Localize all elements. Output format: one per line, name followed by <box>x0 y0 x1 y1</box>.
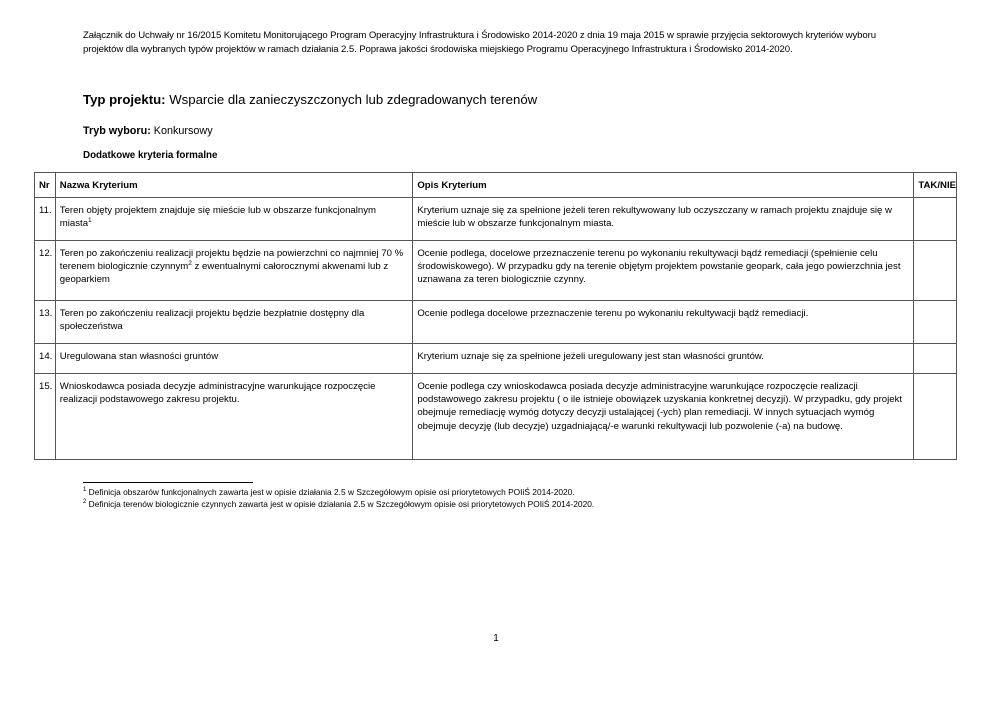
cell-name-text: Teren objęty projektem znajduje się mieście lub w obszarze funkcjonalnym miasta <box>59 205 376 230</box>
selection-mode-value: Konkursowy <box>150 125 213 137</box>
footnote-mark-2: 2 <box>83 499 87 506</box>
table-row <box>35 198 957 241</box>
document-header: Załącznik do Uchwały nr 16/2015 Komitetu Monitorującego Program Operacyjny Infrastruktura i Środowisko 2014-2020 z dnia 19 maja 2015 w sprawie przyjęcia sektorowych kryteriów wyboru projektów dla wybranych typów projektów w ramach działania 2.5. Poprawa jakości środowiska miejskiego Programu Operacyjnego Infrastruktura i Środowisko 2014-2020. <box>83 30 876 56</box>
footnote-ref-2: 2 <box>188 260 192 268</box>
cell-description: Ocenie podlega czy wnioskodawca posiada decyzje administracyjne warunkujące rozpoczęcie realizacji podstawowego zakresu projektu ( o ile istnieje obowiązek uzyskania konkretnej decyzji). W przypadku, gdy projekt obejmuje remediację wymóg dotyczy decyzji ustalającej (-ych) plan remediacji. W innych sytuacjach wymóg obejmuje decyzję (lub decyzje) uzgadniającą/-e warunki rekultywacji lub pozwolenie (-a) na budowę. <box>413 374 914 460</box>
cell-nr: 13. <box>35 301 56 344</box>
table-row <box>35 374 957 460</box>
header-description: Opis Kryterium <box>413 173 914 198</box>
footnote-text-2: Definicja terenów biologicznie czynnych zawarta jest w opisie działania 2.5 w Szczegółowym opisie osi priorytetowych POIiŚ 2014-2020. <box>86 499 595 509</box>
cell-yes-no <box>914 241 957 301</box>
footnote-1 <box>83 486 883 498</box>
footnote-mark-1: 1 <box>83 487 87 494</box>
cell-yes-no <box>914 198 957 241</box>
section-subtitle: Dodatkowe kryteria formalne <box>83 150 218 161</box>
project-type-value: Wsparcie dla zanieczyszczonych lub zdegradowanych terenów <box>165 92 538 107</box>
header-nr: Nr <box>35 173 56 198</box>
cell-nr: 14. <box>35 344 56 374</box>
footnotes <box>83 486 883 510</box>
table-row <box>35 301 957 344</box>
footnote-2 <box>83 498 883 510</box>
cell-name <box>55 198 413 241</box>
cell-name: Teren po zakończeniu realizacji projektu będzie bezpłatnie dostępny dla społeczeństwa <box>55 301 413 344</box>
criteria-table <box>34 172 957 460</box>
cell-nr: 11. <box>35 198 56 241</box>
cell-description: Kryterium uznaje się za spełnione jeżeli teren rekultywowany lub oczyszczany w ramach projektu znajduje się w mieście lub w obszarze funkcjonalnym miasta. <box>413 198 914 241</box>
cell-nr: 15. <box>35 374 56 460</box>
cell-name <box>55 241 413 301</box>
cell-name: Uregulowana stan własności gruntów <box>55 344 413 374</box>
page-number: 1 <box>493 633 499 644</box>
cell-yes-no <box>914 301 957 344</box>
table-row <box>35 241 957 301</box>
cell-name: Wnioskodawca posiada decyzje administracyjne warunkujące rozpoczęcie realizacji podstawowego zakresu projektu. <box>55 374 413 460</box>
cell-description: Kryterium uznaje się za spełnione jeżeli uregulowany jest stan własności gruntów. <box>413 344 914 374</box>
footnote-text-1: Definicja obszarów funkcjonalnych zawarta jest w opisie działania 2.5 w Szczegółowym opisie osi priorytetowych POIiŚ 2014-2020. <box>86 487 575 497</box>
table-row <box>35 344 957 374</box>
selection-mode-label: Tryb wyboru: <box>83 125 151 137</box>
cell-nr: 12. <box>35 241 56 301</box>
cell-description: Ocenie podlega, docelowe przeznaczenie terenu po wykonaniu rekultywacji bądź remediacji (spełnienie celu środowiskowego). W przypadku gdy na terenie objętym projektem powstanie geopark, cała jego powierzchnia jest uznawana za teren biologicznie czynny. <box>413 241 914 301</box>
header-yes-no: TAK/NIE <box>914 173 957 198</box>
cell-name-text: Teren po zakończeniu realizacji projektu będzie na powierzchni co najmniej 70 % terenem biologicznie czynnym <box>59 248 404 273</box>
header-name: Nazwa Kryterium <box>55 173 413 198</box>
table-header-row <box>35 173 957 198</box>
cell-yes-no <box>914 374 957 460</box>
footnote-divider <box>83 482 253 483</box>
project-type-heading <box>83 92 537 108</box>
footnote-ref-1: 1 <box>88 217 92 225</box>
cell-yes-no <box>914 344 957 374</box>
project-type-label: Typ projektu: <box>83 92 166 107</box>
cell-description: Ocenie podlega docelowe przeznaczenie terenu po wykonaniu rekultywacji bądź remediacji. <box>413 301 914 344</box>
selection-mode <box>83 124 213 138</box>
cell-name-text-cont: z ewentualnymi całorocznymi akwenami lub z geoparkiem <box>59 261 389 286</box>
